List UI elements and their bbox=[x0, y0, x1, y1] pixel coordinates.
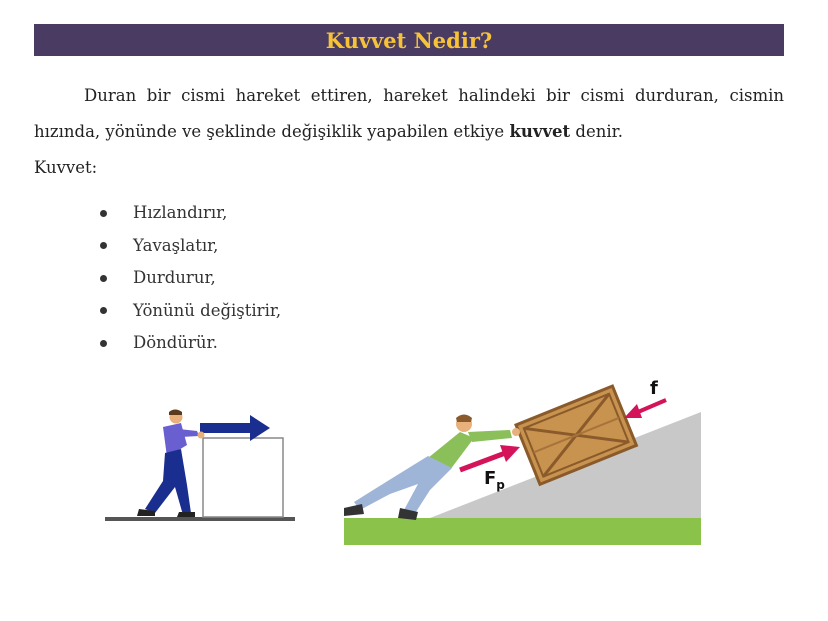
definition-paragraph bbox=[34, 78, 784, 150]
title-bar bbox=[34, 24, 784, 56]
effects-list bbox=[100, 197, 281, 360]
push-force-label: $F_p$ bbox=[484, 468, 505, 492]
person-pushing-icon bbox=[137, 410, 205, 518]
push-force-arrow-icon bbox=[460, 445, 520, 470]
definition-keyword: kuvvet bbox=[509, 122, 571, 141]
list-item: Durdurur, bbox=[100, 262, 281, 295]
list-label: Kuvvet: bbox=[34, 158, 98, 177]
page-title: Kuvvet Nedir? bbox=[325, 27, 493, 53]
definition-text-1: Duran bir cismi hareket ettiren, hareket halindeki bir cismi durduran, cismin hızında, yönünde ve şeklinde değişiklik yapabilen etkiye bbox=[34, 86, 784, 141]
box-icon bbox=[203, 438, 283, 517]
friction-label: f bbox=[650, 378, 658, 399]
bullet-icon bbox=[100, 307, 107, 314]
list-item: Döndürür. bbox=[100, 327, 281, 360]
bullet-icon bbox=[100, 210, 107, 217]
bullet-icon bbox=[100, 340, 107, 347]
bullet-icon bbox=[100, 242, 107, 249]
list-item: Hızlandırır, bbox=[100, 197, 281, 230]
friction-arrow-icon bbox=[624, 400, 666, 418]
list-item: Yavaşlatır, bbox=[100, 230, 281, 263]
force-label: F bbox=[152, 459, 161, 474]
ramp-crate-illustration bbox=[340, 370, 705, 545]
definition-text-2: denir. bbox=[570, 122, 623, 141]
bullet-icon bbox=[100, 275, 107, 282]
grass-ground bbox=[344, 518, 701, 545]
push-box-illustration bbox=[105, 405, 300, 525]
list-item: Yönünü değiştirir, bbox=[100, 295, 281, 328]
force-arrow-icon bbox=[200, 415, 270, 441]
